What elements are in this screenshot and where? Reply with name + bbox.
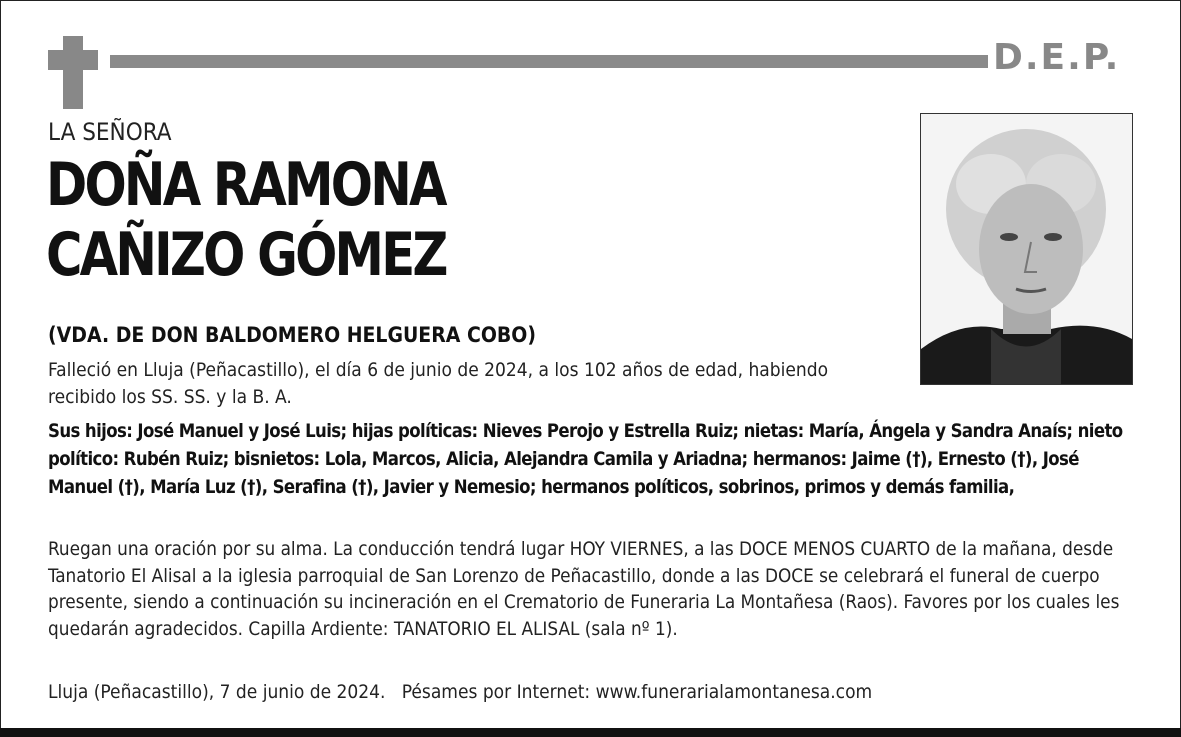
- portrait-photo: [920, 113, 1133, 385]
- place-date: Lluja (Peñacastillo), 7 de junio de 2024.: [48, 681, 386, 703]
- name-line-1: DOÑA RAMONA: [46, 150, 445, 220]
- name-line-2: CAÑIZO GÓMEZ: [46, 220, 446, 290]
- bottom-border: [0, 728, 1181, 737]
- cross-icon: [63, 36, 83, 109]
- header-rule: [110, 55, 988, 68]
- deceased-name: [46, 150, 446, 290]
- widow-of: (VDA. DE DON BALDOMERO HELGUERA COBO): [48, 323, 536, 347]
- dep-label: D.E.P.: [993, 37, 1121, 78]
- family-paragraph: Sus hijos: José Manuel y José Luis; hijas políticas: Nieves Perojo y Estrella Ruiz; nietas: María, Ángela y Sandra Anaís; nieto político: Rubén Ruiz; bisnietos: Lola, Marcos, Alicia, Alejandra Camila y Ariadna; hermanos: Jaime (†), Ernesto (†), José Manuel (†), María Luz (†), Serafina (†), Javier y Nemesio; hermanos políticos, sobrinos, primos y demás familia,: [48, 421, 1123, 498]
- signature-line: [48, 679, 1138, 705]
- death-paragraph: Falleció en Lluja (Peñacastillo), el día 6 de junio de 2024, a los 102 años de edad, habiendo recibido los SS. SS. y la B. A.: [48, 359, 829, 408]
- condolences-link[interactable]: Pésames por Internet: www.funerarialamontanesa.com: [401, 681, 873, 703]
- intro-label: LA SEÑORA: [48, 118, 172, 146]
- cross-icon-bar: [48, 50, 98, 70]
- service-paragraph: Ruegan una oración por su alma. La conducción tendrá lugar HOY VIERNES, a las DOCE MENOS CUARTO de la mañana, desde Tanatorio El Alisal a la iglesia parroquial de San Lorenzo de Peñacastillo, donde a las DOCE se celebrará el funeral de cuerpo presente, siendo a continuación su incineración en el Crematorio de Funeraria La Montañesa (Raos). Favores por los cuales les quedarán agradecidos. Capilla Ardiente: TANATORIO EL ALISAL (sala nº 1).: [48, 539, 1120, 640]
